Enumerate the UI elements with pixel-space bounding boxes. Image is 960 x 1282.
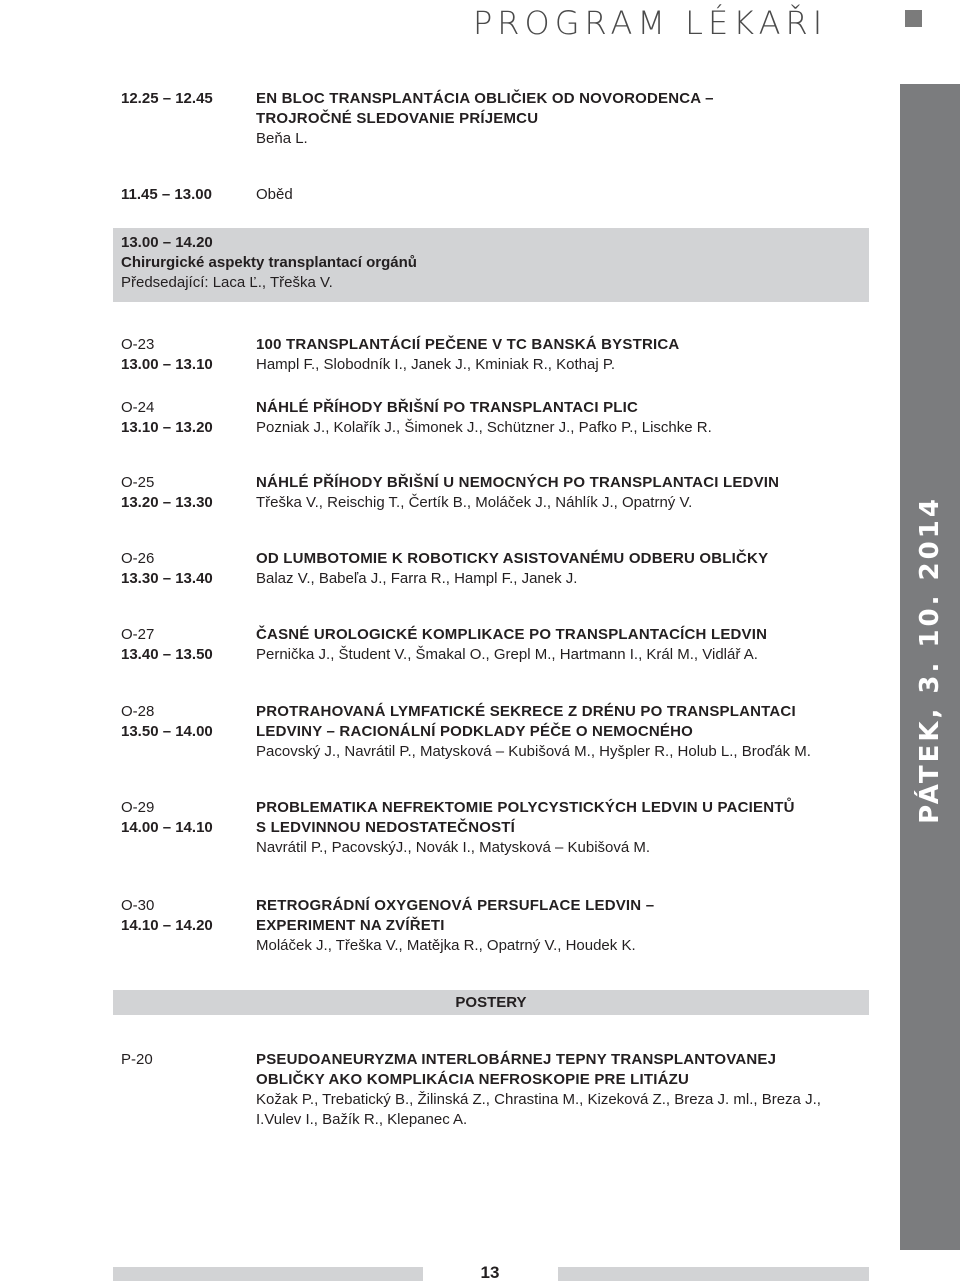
talk-time: 13.00 – 13.10 [121,356,213,373]
page-number: 13 [480,1263,500,1282]
talk-time: 13.40 – 13.50 [121,646,213,663]
section-time: 13.00 – 14.20 [121,234,213,251]
talk-code: O-25 [121,474,155,491]
poster-code: P-20 [121,1051,153,1068]
talk-title-line-1: PROBLEMATIKA NEFREKTOMIE POLYCYSTICKÝCH LEDVIN U PACIENTŮ [256,799,795,816]
section-title: Chirurgické aspekty transplantací orgánů [121,254,417,271]
footer-bar-left [113,1267,423,1281]
opening-authors: Beňa L. [256,130,308,147]
header-square-marker [905,10,922,27]
talk-code: O-26 [121,550,155,567]
talk-authors: Hampl F., Slobodník I., Janek J., Kminiak R., Kothaj P. [256,356,616,373]
opening-time: 12.25 – 12.45 [121,90,213,107]
talk-title: NÁHLÉ PŘÍHODY BŘIŠNÍ PO TRANSPLANTACI PLIC [256,399,639,416]
talk-authors: Pacovský J., Navrátil P., Matysková – Kubišová M., Hyšpler R., Holub L., Broďák M. [256,743,811,760]
talk-time: 14.00 – 14.10 [121,819,213,836]
poster-authors-line-1: Kožak P., Trebatický B., Žilinská Z., Chrastina M., Kizeková Z., Breza J. ml., Breza J., [256,1091,821,1108]
lunch-time: 11.45 – 13.00 [121,186,212,203]
section-chairs: Předsedající: Laca Ľ., Třeška V. [121,274,333,291]
talk-title-line-1: PROTRAHOVANÁ LYMFATICKÉ SEKRECE Z DRÉNU PO TRANSPLANTACI [256,703,796,720]
talk-title-line-2: LEDVINY – RACIONÁLNÍ PODKLADY PÉČE O NEMOCNÉHO [256,723,694,740]
poster-authors-line-2: I.Vulev I., Bažík R., Klepanec A. [256,1111,468,1128]
talk-authors: Pernička J., Študent V., Šmakal O., Grepl M., Hartmann I., Král M., Vidlář A. [256,646,758,663]
footer-bar-right [558,1267,869,1281]
talk-authors: Navrátil P., PacovskýJ., Novák I., Matysková – Kubišová M. [256,839,651,856]
talk-title-line-2: S LEDVINNOU NEDOSTATEČNOSTÍ [256,819,516,836]
posters-header-bar [113,990,869,1015]
talk-code: O-29 [121,799,155,816]
side-date-label: PÁTEK, 3. 10. 2014 [915,496,945,824]
talk-title: ČASNÉ UROLOGICKÉ KOMPLIKACE PO TRANSPLANTACÍCH LEDVIN [256,626,768,643]
talk-time: 13.10 – 13.20 [121,419,213,436]
talk-authors: Moláček J., Třeška V., Matějka R., Opatrný V., Houdek K. [256,937,636,954]
posters-label: POSTERY [455,994,527,1011]
talk-title: NÁHLÉ PŘÍHODY BŘIŠNÍ U NEMOCNÝCH PO TRANSPLANTACI LEDVIN [256,474,780,491]
talk-time: 13.20 – 13.30 [121,494,213,511]
talk-authors: Pozniak J., Kolařík J., Šimonek J., Schützner J., Pafko P., Lischke R. [256,419,712,436]
talk-code: O-30 [121,897,155,914]
talk-time: 13.50 – 14.00 [121,723,213,740]
talk-authors: Třeška V., Reischig T., Čertík B., Moláček J., Náhlík J., Opatrný V. [256,494,693,511]
talk-title: OD LUMBOTOMIE K ROBOTICKY ASISTOVANÉMU ODBERU OBLIČKY [256,550,769,567]
talk-title-line-2: EXPERIMENT NA ZVÍŘETI [256,917,445,934]
talk-time: 13.30 – 13.40 [121,570,213,587]
poster-title-line-1: PSEUDOANEURYZMA INTERLOBÁRNEJ TEPNY TRANSPLANTOVANEJ [256,1051,777,1068]
talk-code: O-24 [121,399,155,416]
talk-title: 100 TRANSPLANTÁCIÍ PEČENE V TC BANSKÁ BYSTRICA [256,336,680,353]
section-header-box [113,228,869,302]
lunch-label: Oběd [256,186,293,203]
talk-code: O-23 [121,336,155,353]
talk-title-line-1: RETROGRÁDNÍ OXYGENOVÁ PERSUFLACE LEDVIN – [256,897,655,914]
talk-code: O-27 [121,626,155,643]
poster-title-line-2: OBLIČKY AKO KOMPLIKÁCIA NEFROSKOPIE PRE LITIÁZU [256,1071,690,1088]
page-header-title: PROGRAM LÉKAŘI [473,4,828,42]
talk-time: 14.10 – 14.20 [121,917,213,934]
opening-title-line-1: EN BLOC TRANSPLANTÁCIA OBLIČIEK OD NOVORODENCA – [256,90,714,107]
opening-title-line-2: TROJROČNÉ SLEDOVANIE PRÍJEMCU [256,110,539,127]
talk-code: O-28 [121,703,155,720]
talk-authors: Balaz V., Babeľa J., Farra R., Hampl F., Janek J. [256,570,578,587]
